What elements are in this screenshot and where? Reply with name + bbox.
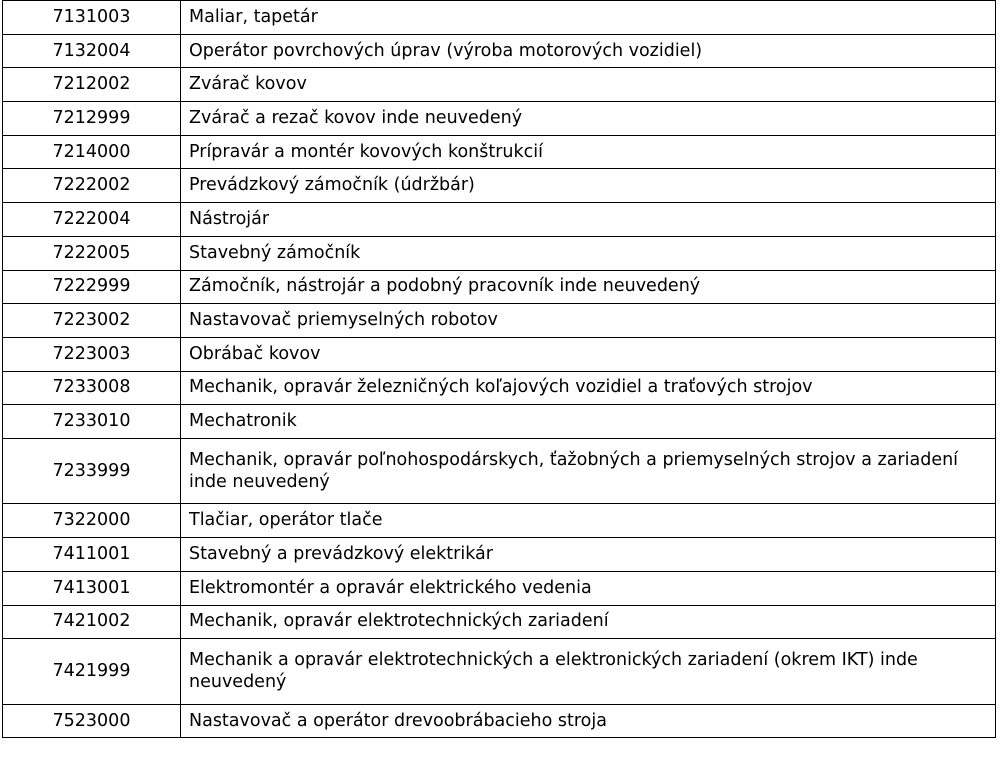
table-row <box>3 68 996 102</box>
occupation-code-table <box>2 0 996 738</box>
name-cell: Mechanik, opravár elektrotechnických zariadení <box>181 605 996 639</box>
code-cell: 7212002 <box>3 68 181 102</box>
name-cell: Operátor povrchových úprav (výroba motorových vozidiel) <box>181 34 996 68</box>
table-row <box>3 504 996 538</box>
code-cell: 7222005 <box>3 236 181 270</box>
code-cell: 7421002 <box>3 605 181 639</box>
code-cell: 7421999 <box>3 639 181 705</box>
code-cell: 7411001 <box>3 538 181 572</box>
table-row <box>3 371 996 405</box>
table-row <box>3 337 996 371</box>
name-cell: Maliar, tapetár <box>181 1 996 35</box>
code-cell: 7212999 <box>3 102 181 136</box>
table-row <box>3 102 996 136</box>
table-row <box>3 438 996 504</box>
code-cell: 7233010 <box>3 405 181 439</box>
name-cell: Prevádzkový zámočník (údržbár) <box>181 169 996 203</box>
table-row <box>3 304 996 338</box>
table-row <box>3 704 996 738</box>
table-row <box>3 34 996 68</box>
table-row <box>3 639 996 705</box>
code-cell: 7222999 <box>3 270 181 304</box>
code-cell: 7233008 <box>3 371 181 405</box>
code-cell: 7413001 <box>3 571 181 605</box>
name-cell: Zvárač a rezač kovov inde neuvedený <box>181 102 996 136</box>
code-cell: 7322000 <box>3 504 181 538</box>
code-cell: 7523000 <box>3 704 181 738</box>
code-cell: 7214000 <box>3 135 181 169</box>
code-cell: 7223003 <box>3 337 181 371</box>
name-cell: Mechanik, opravár poľnohospodárskych, ťažobných a priemyselných strojov a zariadení inde neuvedený <box>181 438 996 504</box>
name-cell: Stavebný a prevádzkový elektrikár <box>181 538 996 572</box>
code-cell: 7131003 <box>3 1 181 35</box>
name-cell: Tlačiar, operátor tlače <box>181 504 996 538</box>
name-cell: Prípravár a montér kovových konštrukcií <box>181 135 996 169</box>
name-cell: Nastavovač a operátor drevoobrábacieho stroja <box>181 704 996 738</box>
name-cell: Zámočník, nástrojár a podobný pracovník inde neuvedený <box>181 270 996 304</box>
table-row <box>3 203 996 237</box>
code-cell: 7233999 <box>3 438 181 504</box>
code-cell: 7222004 <box>3 203 181 237</box>
name-cell: Obrábač kovov <box>181 337 996 371</box>
code-cell: 7223002 <box>3 304 181 338</box>
table-row <box>3 405 996 439</box>
name-cell: Mechanik a opravár elektrotechnických a elektronických zariadení (okrem IKT) inde neuvedený <box>181 639 996 705</box>
code-cell: 7132004 <box>3 34 181 68</box>
name-cell: Elektromontér a opravár elektrického vedenia <box>181 571 996 605</box>
table-row <box>3 538 996 572</box>
name-cell: Zvárač kovov <box>181 68 996 102</box>
name-cell: Mechanik, opravár železničných koľajových vozidiel a traťových strojov <box>181 371 996 405</box>
name-cell: Stavebný zámočník <box>181 236 996 270</box>
table-row <box>3 1 996 35</box>
name-cell: Mechatronik <box>181 405 996 439</box>
table-row <box>3 236 996 270</box>
name-cell: Nastavovač priemyselných robotov <box>181 304 996 338</box>
code-cell: 7222002 <box>3 169 181 203</box>
table-row <box>3 135 996 169</box>
table-row <box>3 169 996 203</box>
table-row <box>3 605 996 639</box>
name-cell: Nástrojár <box>181 203 996 237</box>
table-row <box>3 571 996 605</box>
table-row <box>3 270 996 304</box>
